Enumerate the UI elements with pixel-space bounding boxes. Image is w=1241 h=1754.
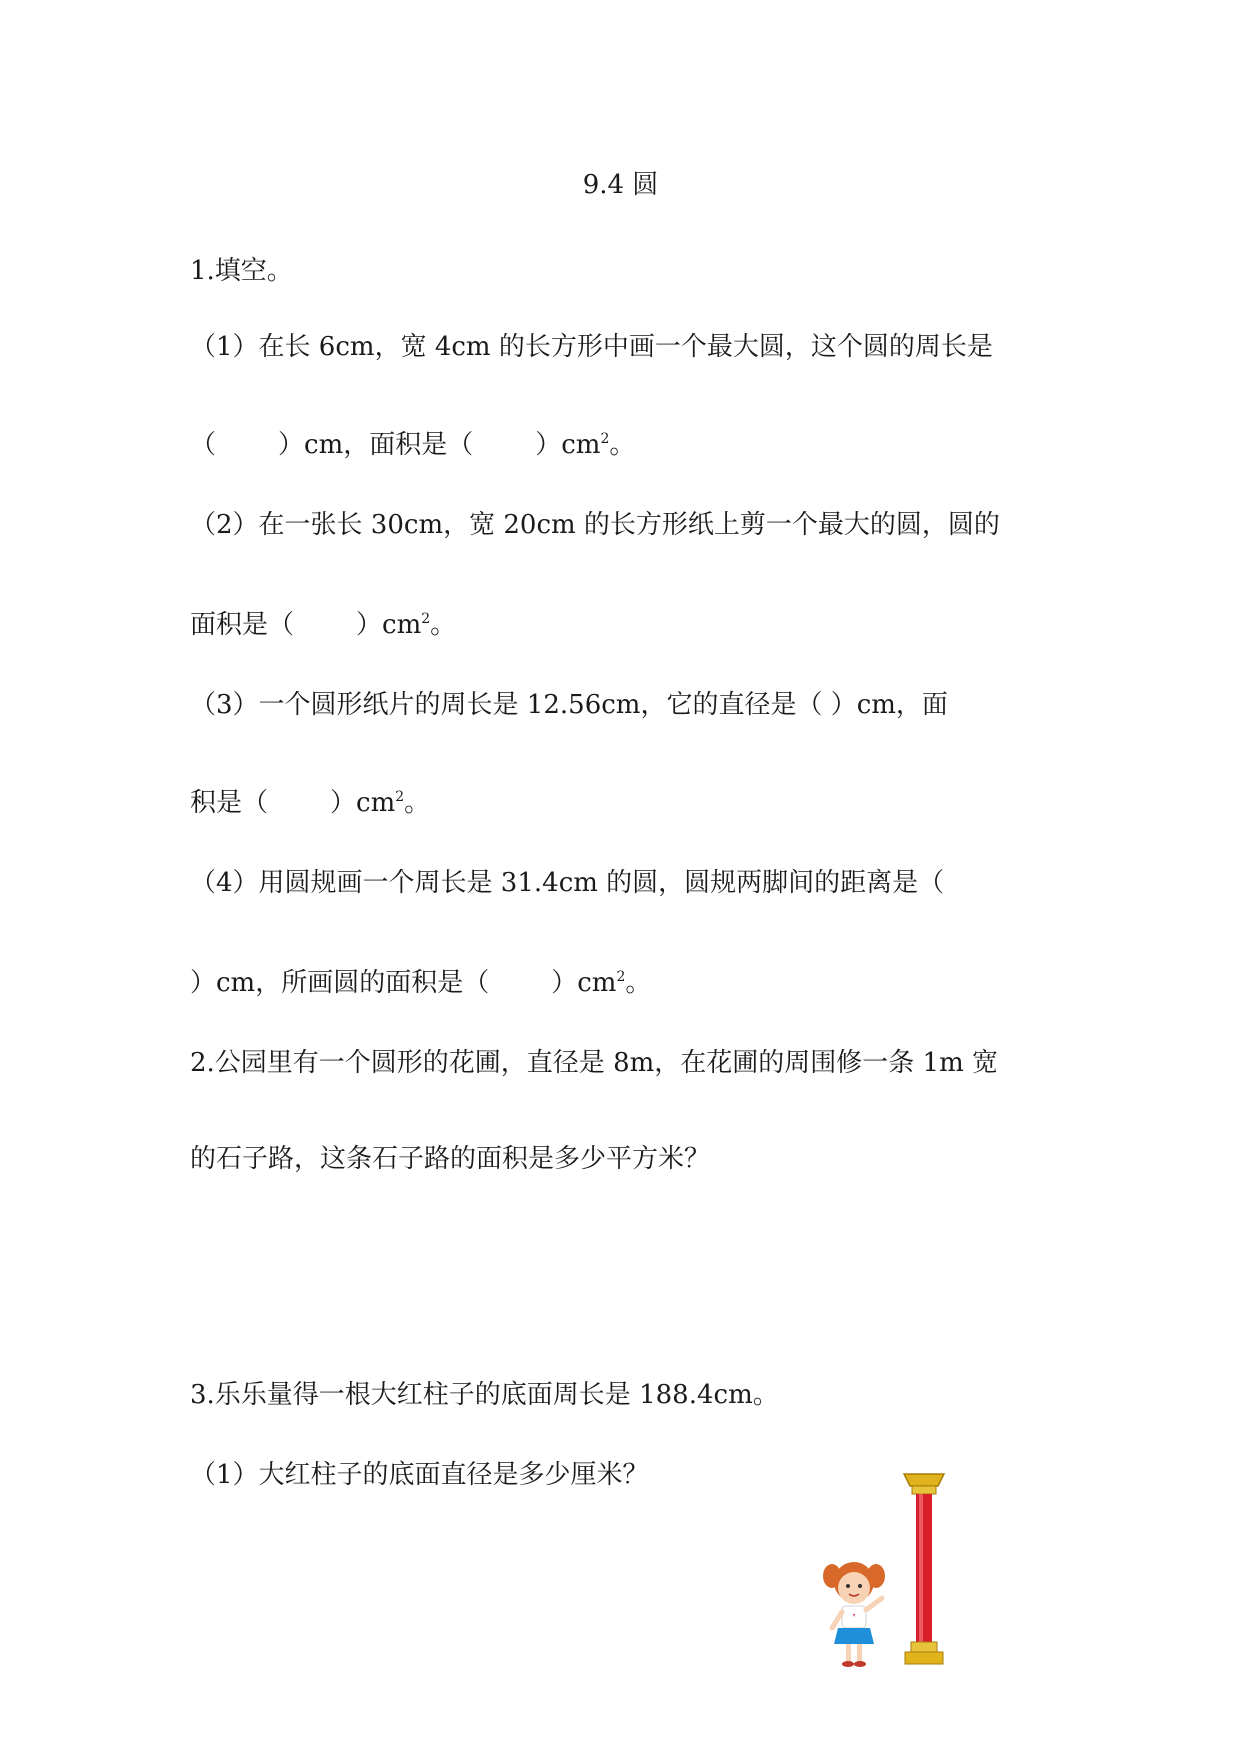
question-1-1-blanks [190,428,635,462]
superscript: 2 [600,431,610,447]
question-3-1-text: （1）大红柱子的底面直径是多少厘米？ [190,1460,649,1490]
question-1-4-blanks [190,966,651,1000]
text-fragment: ）cm [551,968,617,998]
girl-and-pillar-illustration [820,1472,970,1672]
text-fragment: ）cm [535,430,601,460]
text-fragment: 。 [609,430,636,460]
text-fragment: 。 [430,610,457,640]
superscript: 2 [421,611,431,627]
girl-figure [823,1562,885,1667]
superscript: 2 [616,969,626,985]
text-fragment: 积是（ [190,788,269,818]
text-fragment: ）cm，面积是（ [278,430,474,460]
text-fragment: ）cm，所画圆的面积是（ [190,968,490,998]
text-fragment: 面积是（ [190,610,295,640]
text-fragment: ）cm [356,610,422,640]
question-2-text: 的石子路，这条石子路的面积是多少平方米？ [190,1144,711,1174]
question-1-2-text: （2）在一张长 30cm，宽 20cm 的长方形纸上剪一个最大的圆，圆的 [190,510,1000,540]
text-fragment: 。 [625,968,652,998]
question-2-text: 2.公园里有一个圆形的花圃，直径是 8m，在花圃的周围修一条 1m 宽 [190,1048,998,1078]
text-fragment: ）cm [330,788,396,818]
question-1-1-text: （1）在长 6cm，宽 4cm 的长方形中画一个最大圆，这个圆的周长是 [190,332,993,362]
question-1-2-blanks [190,608,456,642]
question-1-heading: 1.填空。 [190,256,293,286]
page-title: 9.4 圆 [582,170,659,200]
question-3-text: 3.乐乐量得一根大红柱子的底面周长是 188.4cm。 [190,1380,779,1410]
question-1-3-text: （3）一个圆形纸片的周长是 12.56cm，它的直径是（ ）cm，面 [190,690,948,720]
red-pillar [904,1474,944,1664]
superscript: 2 [395,789,405,805]
question-1-4-text: （4）用圆规画一个周长是 31.4cm 的圆，圆规两脚间的距离是（ [190,868,945,898]
question-1-3-blanks [190,786,430,820]
text-fragment: （ [190,430,217,460]
text-fragment: 。 [404,788,431,818]
